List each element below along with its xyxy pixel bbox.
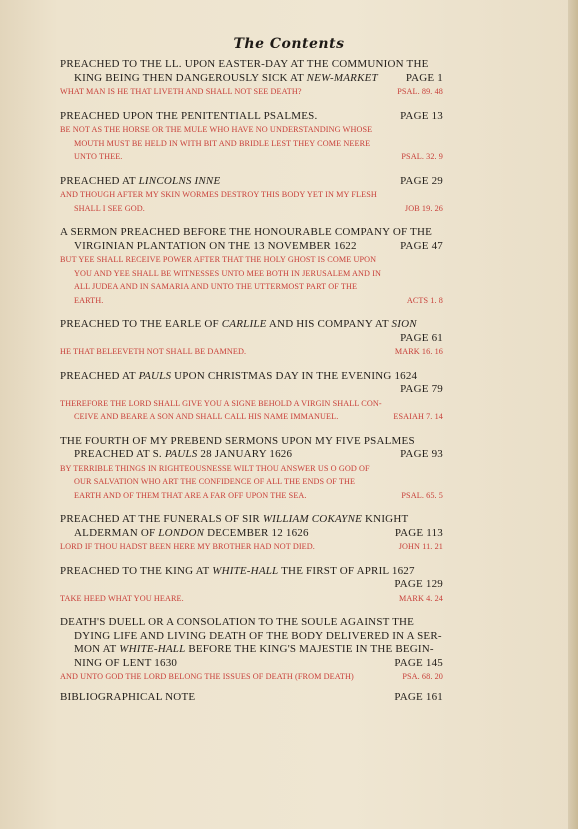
verse-reference: MARK 4. 24 [399,593,443,603]
heading-italic-name: WHITE-HALL [119,643,186,655]
heading-text-part: PREACHED TO THE LL. UPON EASTER-DAY AT THE COMMUNION THE [60,58,429,70]
verse-text: AND THOUGH AFTER MY SKIN WORMES DESTROY THIS BODY YET IN MY FLESH [60,190,377,199]
heading-text [60,565,415,579]
page-number: PAGE 61 [400,331,443,344]
page-number: PAGE 1 [405,71,443,84]
page-number: PAGE 145 [394,656,443,669]
heading-text [60,616,414,630]
verse-text: THEREFORE THE LORD SHALL GIVE YOU A SIGNE BEHOLD A VIRGIN SHALL CON- [60,398,382,408]
scripture-verse-line [60,489,443,503]
entry-heading-line [60,332,443,346]
heading-text-part: DECEMBER 12 1626 [204,526,309,539]
heading-text-part: UPON CHRISTMAS DAY IN THE EVENING 1624 [171,369,418,382]
heading-italic-name: PAULS [164,448,198,460]
heading-text [74,240,357,254]
entry-heading-line [60,226,443,240]
heading-text-part: VIRGINIAN PLANTATION ON THE 13 NOVEMBER 1622 [74,239,357,252]
verse-reference: ACTS 1. 8 [406,295,443,305]
heading-text-part: AND HIS COMPANY AT [266,318,392,330]
heading-italic-name: PAULS [138,369,172,382]
verse-text: CEIVE AND BEARE A SON AND SHALL CALL HIS NAME IMMANUEL. [74,412,339,421]
scripture-verse-line [60,188,443,202]
page-number: PAGE 113 [394,526,443,539]
heading-text-part: PREACHED TO THE KING AT [60,564,213,577]
heading-text-part: PREACHED AT [60,174,139,187]
verse-text: AND UNTO GOD THE LORD BELONG THE ISSUES OF DEATH (FROM DEATH) [60,672,354,681]
scripture-verse-line [60,85,443,99]
heading-text-part: THE FIRST OF APRIL 1627 [278,564,415,577]
contents-entry [60,175,443,216]
verse-reference: PSAL. 32. 9 [401,152,443,161]
verse-text: SHALL I SEE GOD. [74,203,145,213]
entry-heading-line [60,175,443,189]
verse-text: MOUTH MUST BE HELD IN WITH BIT AND BRIDLE LEST THEY COME NEERE [74,138,371,148]
heading-italic-name: NEW-MARKET [306,71,378,84]
verse-text: BE NOT AS THE HORSE OR THE MULE WHO HAVE NO UNDERSTANDING WHOSE [60,125,373,134]
entry-heading-line [60,513,443,527]
scripture-verse-line [60,540,443,554]
scripture-verse-line [60,150,443,164]
contents-entry [60,370,443,424]
entry-heading-line [60,565,443,579]
contents-entry [60,435,443,503]
verse-text: BY TERRIBLE THINGS IN RIGHTEOUSNESSE WILT THOU ANSWER US O GOD OF [60,463,370,473]
heading-text [74,657,177,671]
entry-heading-line [60,578,443,592]
page-number: PAGE 47 [400,239,443,252]
verse-reference: MARK 16. 16 [394,347,443,356]
page-number: PAGE 13 [400,109,443,122]
scripture-verse-line [60,345,443,359]
heading-text [74,72,378,86]
contents-entry [60,318,443,359]
heading-italic-name: CARLILE [221,318,267,330]
scripture-verse-line [60,475,443,489]
heading-text-part: KING BEING THEN DANGEROUSLY SICK AT [74,71,307,84]
scripture-verse-line [60,294,443,308]
verse-reference: JOB 19. 26 [404,203,443,213]
verse-reference: PSA. 68. 20 [402,672,443,681]
heading-text [60,318,417,332]
heading-text-part: BEFORE THE KING'S MAJESTIE IN THE BEGIN- [185,643,434,655]
heading-text-part: PREACHED TO THE EARLE OF [60,318,222,330]
heading-text [74,643,434,657]
heading-text-part: 28 JANUARY 1626 [197,448,293,460]
heading-text-part: KNIGHT [362,513,409,525]
verse-text: HE THAT BELEEVETH NOT SHALL BE DAMNED. [60,347,247,356]
page-number: PAGE 129 [394,578,443,590]
entry-heading-line [60,657,443,671]
scripture-verse-line [60,280,443,294]
verse-reference: ESAIAH 7. 14 [393,412,443,421]
heading-text [60,435,415,449]
entry-heading-line [60,58,443,72]
entry-heading-line [60,110,443,124]
page-number: PAGE 29 [400,174,443,187]
page-number: PAGE 93 [400,448,443,460]
entry-heading-line [60,383,443,397]
verse-text: BUT YEE SHALL RECEIVE POWER AFTER THAT THE HOLY GHOST IS COME UPON [60,255,377,264]
verse-text: EARTH. [74,295,104,305]
verse-text: EARTH AND OF THEM THAT ARE A FAR OFF UPON THE SEA. [74,490,307,500]
entry-heading-line [60,630,443,644]
page-number: PAGE 161 [394,690,443,703]
heading-text [60,513,408,527]
heading-text [60,110,317,124]
verse-text: UNTO THEE. [74,152,123,161]
heading-text-part: PREACHED AT S. [74,448,165,460]
page-title: The Contents [233,36,345,52]
scripture-verse-line [60,253,443,267]
heading-italic-name: LINCOLNS INNE [138,174,221,187]
heading-text-part: A SERMON PREACHED BEFORE THE HONOURABLE COMPANY OF THE [60,226,433,238]
heading-text-part: THE FOURTH OF MY PREBEND SERMONS UPON MY FIVE PSALMES [60,434,415,447]
heading-text-part: PREACHED AT [60,369,139,382]
verse-reference: PSAL. 89. 48 [397,87,443,96]
scripture-verse-line [60,123,443,137]
scripture-verse-line [60,137,443,151]
verse-reference: PSAL. 65. 5 [401,490,443,500]
entry-heading-line [60,448,443,462]
bibliographical-note-entry [60,691,443,705]
contents-entry [60,110,443,164]
contents-entry [60,226,443,307]
table-of-contents [60,58,443,704]
heading-text [60,370,417,384]
entry-heading-line [60,643,443,657]
entry-heading-line [60,435,443,449]
heading-text-part: DYING LIFE AND LIVING DEATH OF THE BODY DELIVERED IN A SER- [74,629,442,642]
heading-text [74,630,442,644]
entry-heading-line [60,616,443,630]
heading-text-part: MON AT [74,643,120,655]
contents-entry [60,616,443,684]
entry-heading-line [60,527,443,541]
scripture-verse-line [60,410,443,424]
heading-text-part: NING OF LENT 1630 [74,656,178,669]
contents-entry [60,58,443,99]
page-edge [568,0,578,829]
heading-text [74,527,309,541]
scripture-verse-line [60,670,443,684]
heading-italic-name: SION [391,318,417,330]
entry-heading-line [60,240,443,254]
page-number: PAGE 79 [400,383,443,395]
heading-text [60,175,220,189]
heading-italic-name: WHITE-HALL [212,564,279,577]
verse-text: TAKE HEED WHAT YOU HEARE. [60,593,184,603]
heading-text-part: PREACHED AT THE FUNERALS OF SIR [60,513,263,525]
heading-text-part: ALDERMAN OF [74,526,159,539]
verse-text: LORD IF THOU HADST BEEN HERE MY BROTHER HAD NOT DIED. [60,542,315,551]
entry-heading-line [60,72,443,86]
heading-text-part: DEATH'S DUELL OR A CONSOLATION TO THE SOULE AGAINST THE [60,616,415,628]
scripture-verse-line [60,462,443,476]
heading-italic-name: WILLIAM COKAYNE [262,513,363,525]
heading-text-part: PREACHED UPON THE PENITENTIALL PSALMES. [60,109,318,122]
scripture-verse-line [60,267,443,281]
bibliography-title: BIBLIOGRAPHICAL NOTE [60,690,196,703]
scripture-verse-line [60,202,443,216]
verse-text: WHAT MAN IS HE THAT LIVETH AND SHALL NOT SEE DEATH? [60,87,302,96]
verse-text: YOU AND YEE SHALL BE WITNESSES UNTO MEE BOTH IN JERUSALEM AND IN [74,268,382,278]
scripture-verse-line [60,397,443,411]
verse-reference: JOHN 11. 21 [398,542,443,551]
verse-text: ALL JUDEA AND IN SAMARIA AND UNTO THE UTTERMOST PART OF THE [74,282,358,291]
heading-text [74,448,292,462]
contents-entry [60,565,443,606]
entry-heading-line [60,318,443,332]
entry-heading-line [60,370,443,384]
heading-italic-name: LONDON [158,526,205,539]
verse-text: OUR SALVATION WHO ART THE CONFIDENCE OF ALL THE ENDS OF THE [74,477,356,486]
contents-entry [60,513,443,554]
scripture-verse-line [60,592,443,606]
heading-text [60,58,429,72]
heading-text [60,226,432,240]
